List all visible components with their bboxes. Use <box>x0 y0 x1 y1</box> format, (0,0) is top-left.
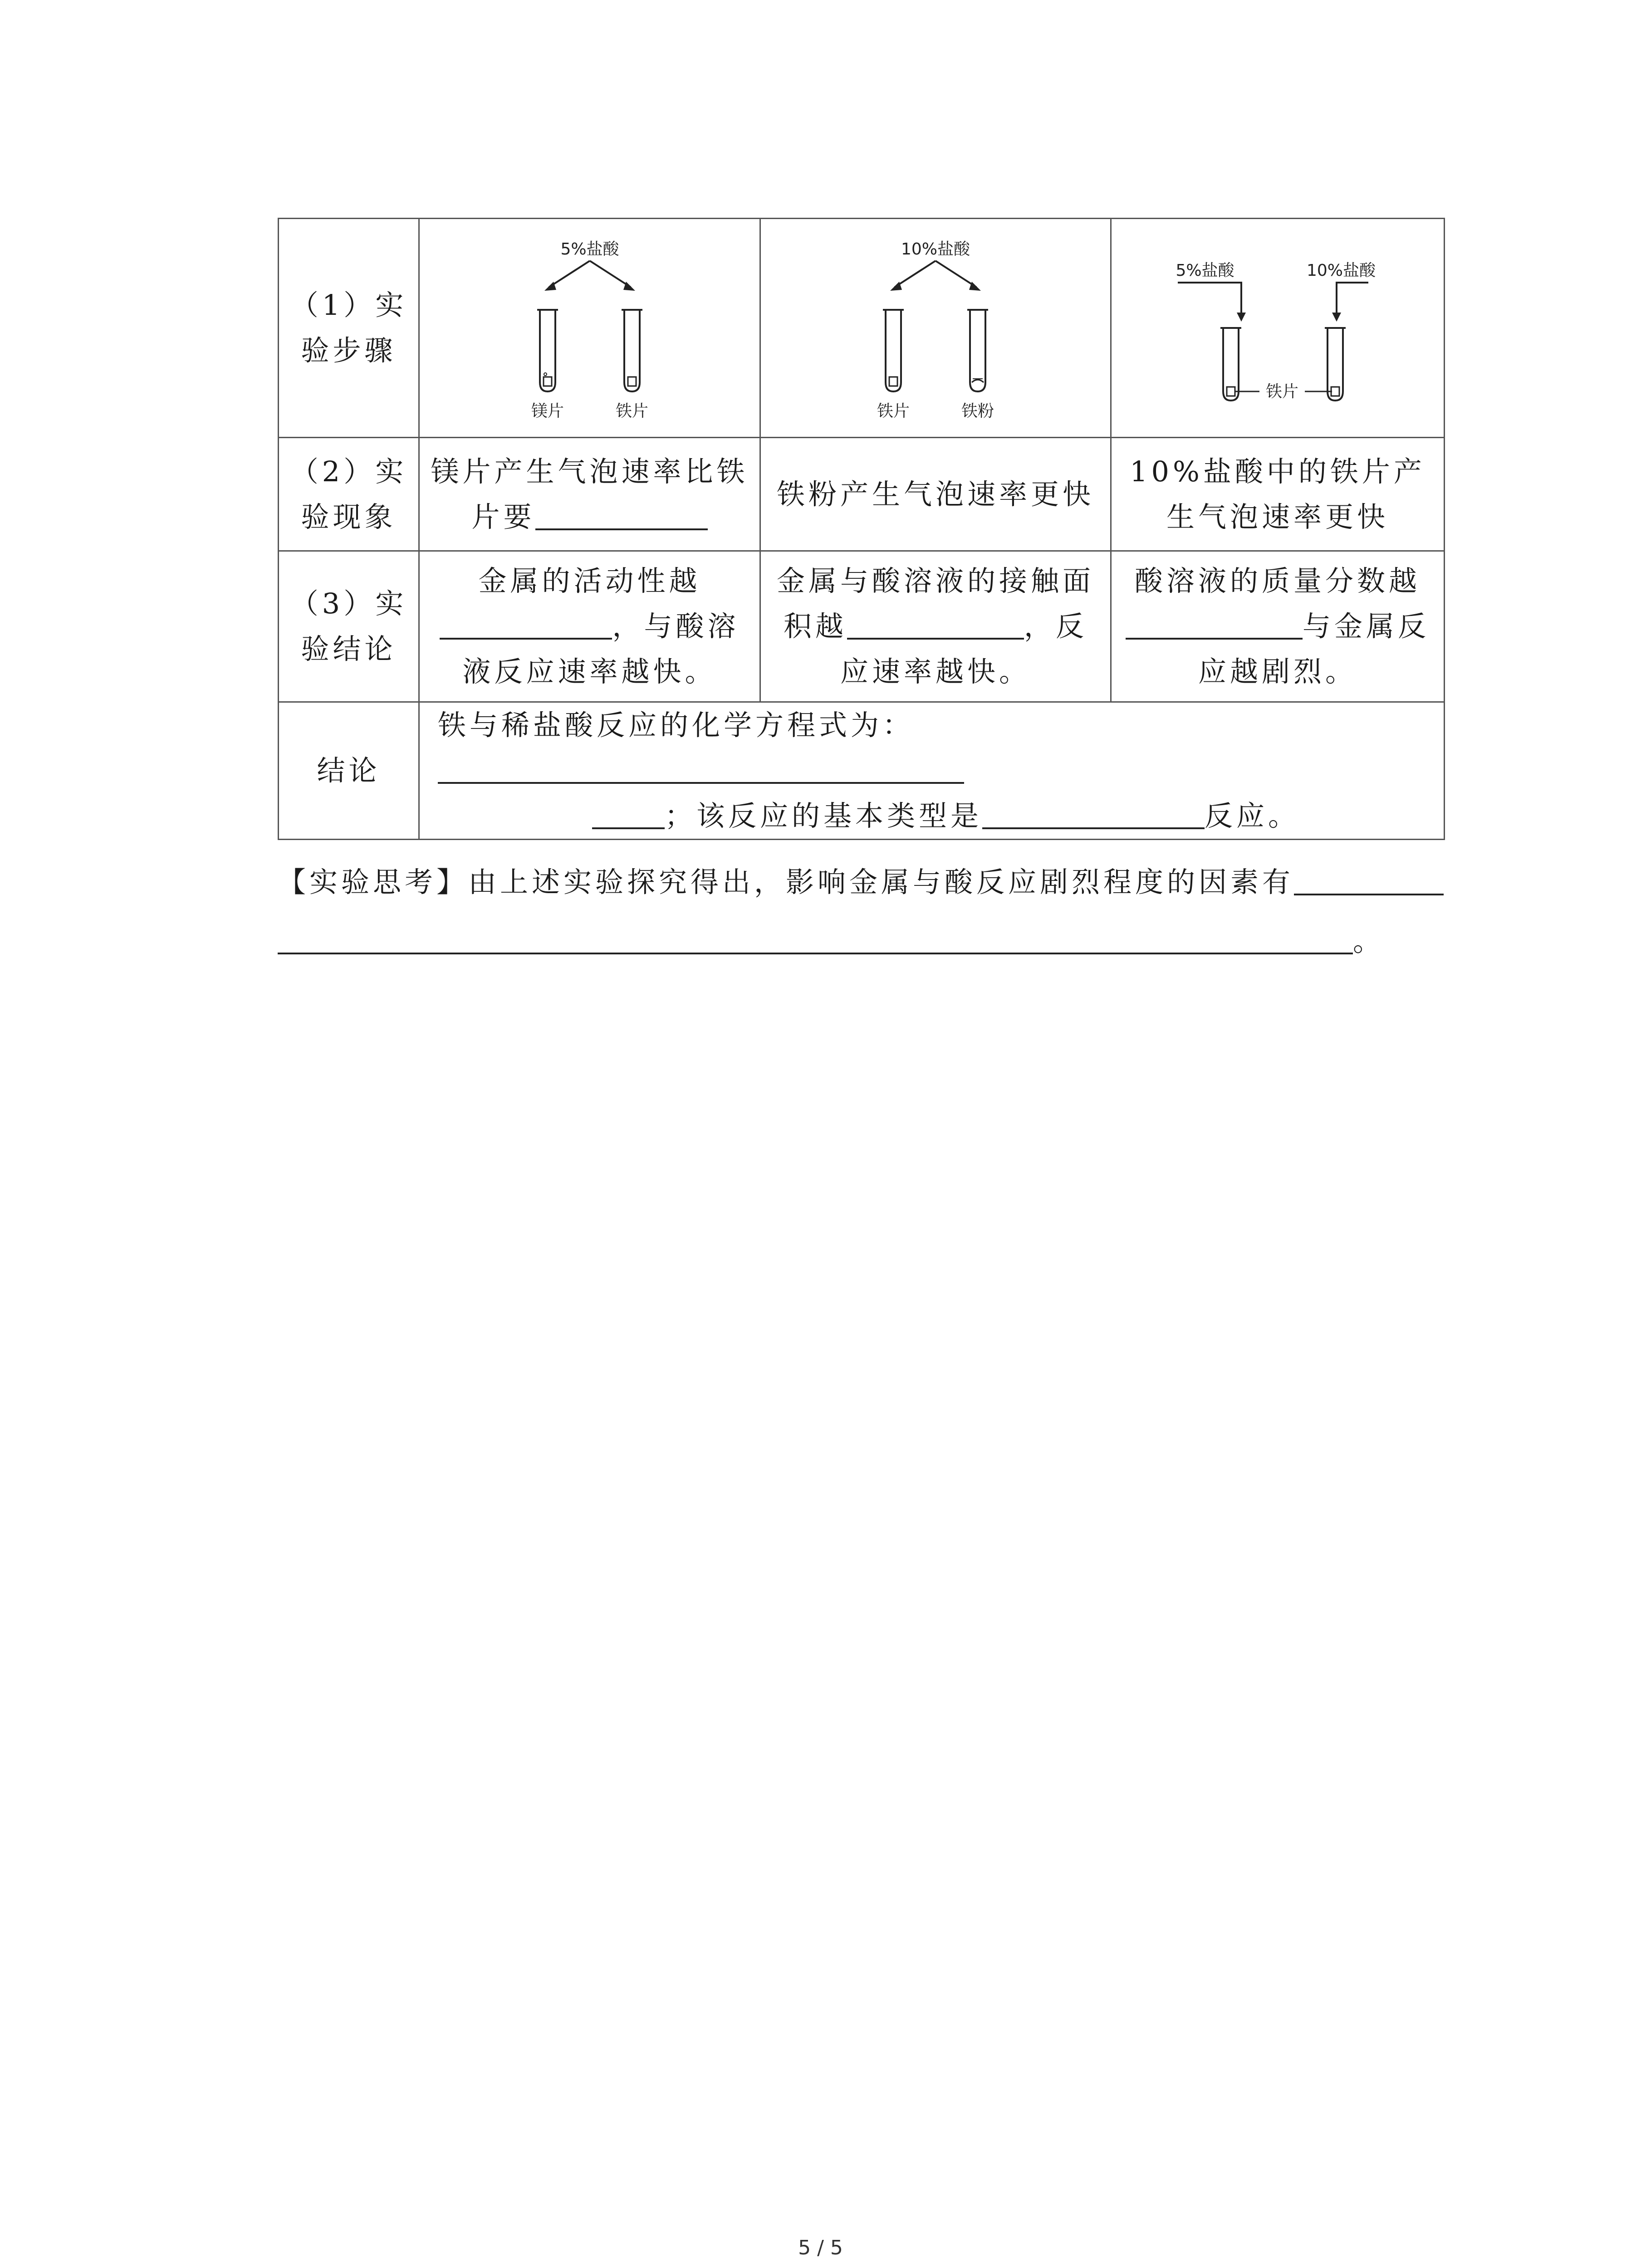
reaction-type-prompt: ；该反应的基本类型是 <box>665 799 983 832</box>
acid-label-10: 10%盐酸 <box>1306 261 1376 280</box>
test-tube-icon <box>886 310 901 391</box>
label-experiment-steps: （1）实验步骤 <box>279 219 419 438</box>
diagram-cell-3 <box>1111 219 1445 438</box>
row-conclusions <box>279 551 1445 702</box>
metal-label-fe-sheet: 铁片 <box>877 402 910 420</box>
conclusion-3-b: 与金属反应越剧烈。 <box>1198 610 1430 688</box>
conclusion-1 <box>419 551 760 702</box>
thinking-text: 【实验思考】由上述实验探究得出，影响金属与酸反应剧烈程度的因素有 <box>278 865 1294 899</box>
label-conclusions: （3）实验结论 <box>279 551 419 702</box>
metal-label-fe-powder: 铁粉 <box>961 402 994 420</box>
blank-phenomenon[interactable] <box>535 497 708 530</box>
phenomenon-3: 10%盐酸中的铁片产生气泡速率更快 <box>1111 438 1445 551</box>
conclusion-3-a: 酸溶液的质量分数越 <box>1134 564 1421 597</box>
conclusion-2-b: ，反应速率越快。 <box>840 610 1088 688</box>
phenomenon-1 <box>419 438 760 551</box>
diagram-fe-sheet-powder <box>840 233 1031 423</box>
page-number: 5 / 5 <box>798 2236 843 2259</box>
thinking-end: 。 <box>1353 924 1385 958</box>
equation-prompt: 铁与稀盐酸反应的化学方程式为： <box>438 709 915 742</box>
blank-concentration[interactable] <box>1126 606 1303 640</box>
label-final-conclusion: 结论 <box>279 702 419 840</box>
diagram-cell-1 <box>419 219 760 438</box>
label-phenomena: （2）实验现象 <box>279 438 419 551</box>
diagram-mg-fe <box>495 233 685 423</box>
test-tube-icon <box>1327 328 1343 401</box>
row-final-conclusion <box>279 702 1445 840</box>
diagram-cell-2 <box>760 219 1111 438</box>
row-phenomena <box>279 438 1445 551</box>
blank-activity[interactable] <box>440 606 612 640</box>
test-tube-icon <box>540 310 555 391</box>
blank-factors-cont[interactable] <box>278 921 1353 954</box>
phenomenon-1-text: 镁片产生气泡速率比铁片要 <box>431 455 749 533</box>
experiment-thinking <box>278 853 1448 971</box>
conclusion-2 <box>760 551 1111 702</box>
conclusion-1-a: 金属的活动性越 <box>478 564 701 597</box>
phenomenon-2: 铁粉产生气泡速率更快 <box>760 438 1111 551</box>
acid-label-2: 10%盐酸 <box>901 240 970 259</box>
row-experiment-steps <box>279 219 1445 438</box>
conclusion-1-b: ，与酸溶液反应速率越快。 <box>462 610 740 688</box>
metal-label-mg: 镁片 <box>531 402 564 420</box>
test-tube-icon <box>1223 328 1239 401</box>
blank-factors[interactable] <box>1294 862 1444 895</box>
conclusion-3 <box>1111 551 1445 702</box>
metal-label-fe: 铁片 <box>615 402 648 420</box>
acid-label-1: 5%盐酸 <box>560 240 619 259</box>
metal-label-fe-3: 铁片 <box>1265 382 1299 401</box>
blank-contact-area[interactable] <box>847 606 1024 640</box>
reaction-suffix: 反应。 <box>1205 799 1300 832</box>
blank-reaction-type[interactable] <box>982 796 1205 829</box>
test-tube-icon <box>624 310 640 391</box>
blank-equation[interactable] <box>438 750 964 784</box>
acid-label-5: 5%盐酸 <box>1176 261 1234 280</box>
blank-equation-cont[interactable] <box>592 796 665 829</box>
diagram-acid-concentration <box>1151 233 1405 423</box>
conclusion-2-a: 金属与酸溶液的接触面积越 <box>776 564 1094 643</box>
final-conclusion <box>419 702 1445 840</box>
experiment-table <box>278 218 1445 840</box>
